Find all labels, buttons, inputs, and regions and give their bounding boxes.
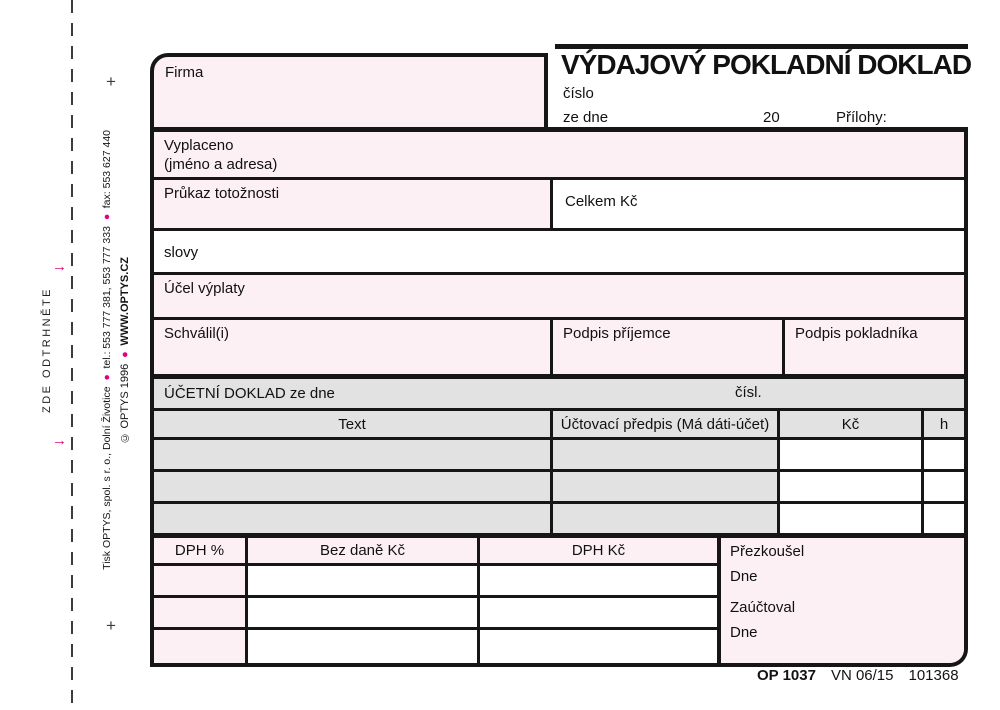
col-header-text: Text [154, 411, 553, 437]
h-cell[interactable] [924, 440, 964, 469]
dph-kc-cell[interactable] [480, 566, 717, 595]
bez-dane-cell[interactable] [248, 630, 480, 663]
slovy-label: slovy [164, 244, 199, 261]
bullet-icon: ● [101, 211, 113, 224]
dph-table-row [154, 598, 717, 630]
print-codes [757, 667, 959, 684]
dph-table-row [154, 566, 717, 598]
tear-label: ZDE ODTRHNĚTE [41, 287, 53, 413]
form-body [150, 127, 968, 667]
dph-pct-cell[interactable] [154, 566, 248, 595]
h-cell[interactable] [924, 472, 964, 501]
dph-pct-cell[interactable] [154, 630, 248, 663]
tear-dashed-line [71, 0, 73, 710]
text-cell[interactable] [154, 472, 553, 501]
zauctoval-label: Zaúčtoval [730, 599, 796, 616]
kc-cell[interactable] [780, 440, 924, 469]
printer-tel: tel.: 553 777 381, 553 777 333 [101, 226, 113, 369]
col-header-predpis: Účtovací předpis (Má dáti-účet) [553, 411, 780, 437]
vyplaceno-field[interactable] [154, 132, 964, 180]
title-block [555, 44, 972, 127]
vyplaceno-label: Vyplaceno [164, 137, 234, 154]
col-header-dph-kc: DPH Kč [480, 538, 717, 563]
accounting-table-row [154, 504, 964, 538]
cisl-label: čísl. [735, 384, 762, 401]
col-header-kc: Kč [780, 411, 924, 437]
col-header-h: h [924, 411, 964, 437]
ucetni-doklad-label: ÚČETNÍ DOKLAD ze dne [164, 385, 335, 402]
kc-cell[interactable] [780, 504, 924, 533]
dph-pct-cell[interactable] [154, 598, 248, 627]
print-run-number: 101368 [908, 667, 959, 684]
copyright-text: © OPTYS 1996 [119, 363, 131, 444]
tear-arrow-icon: → [52, 432, 67, 449]
vyplaceno-sub-label: (jméno a adresa) [164, 156, 278, 173]
celkem-field[interactable] [553, 180, 964, 228]
text-cell[interactable] [154, 504, 553, 533]
dne-label: Dne [730, 624, 758, 641]
dph-table [154, 538, 721, 663]
podpis-pokladnika-field[interactable] [785, 320, 964, 374]
accounting-table-row [154, 472, 964, 504]
ucel-vyplaty-label: Účel výplaty [164, 280, 245, 297]
registration-plus-icon: + [106, 616, 116, 635]
predpis-cell[interactable] [553, 472, 780, 501]
tear-label-wrap [36, 268, 58, 432]
bez-dane-cell[interactable] [248, 566, 480, 595]
dph-kc-cell[interactable] [480, 598, 717, 627]
ucel-vyplaty-field[interactable] [154, 275, 964, 320]
kc-cell[interactable] [780, 472, 924, 501]
dph-column-headers [154, 538, 717, 566]
year-prefix: 20 [763, 109, 780, 126]
printer-name: Tisk OPTYS, spol. s r. o., Dolní Životice [101, 386, 113, 570]
dne-label: Dne [730, 568, 758, 585]
firma-field[interactable] [150, 53, 548, 131]
bez-dane-cell[interactable] [248, 598, 480, 627]
copyright-line [116, 85, 134, 615]
document-title: VÝDAJOVÝ POKLADNÍ DOKLAD [561, 49, 972, 80]
registration-plus-icon: + [106, 72, 116, 91]
bullet-icon: ● [119, 348, 131, 361]
cislo-label: číslo [563, 85, 594, 102]
predpis-cell[interactable] [553, 504, 780, 533]
edition-code: VN 06/15 [830, 667, 894, 684]
bullet-icon: ● [101, 371, 113, 384]
celkem-label: Celkem Kč [565, 193, 638, 210]
col-header-bez-dane: Bez daně Kč [248, 538, 480, 563]
dph-kc-cell[interactable] [480, 630, 717, 663]
accounting-column-headers [154, 411, 964, 440]
text-cell[interactable] [154, 440, 553, 469]
dph-table-row [154, 630, 717, 663]
prukaz-label: Průkaz totožnosti [164, 185, 280, 202]
website-text: WWW.OPTYS.CZ [119, 256, 131, 346]
h-cell[interactable] [924, 504, 964, 533]
verification-panel[interactable] [721, 538, 964, 663]
firma-label: Firma [165, 64, 204, 81]
slovy-field[interactable] [154, 231, 964, 275]
prukaz-field[interactable] [154, 180, 553, 228]
schvalil-label: Schválil(i) [164, 325, 230, 342]
tear-arrow-icon: → [52, 258, 67, 275]
ucetni-doklad-header [154, 379, 964, 411]
printer-fax: fax: 553 627 440 [101, 130, 113, 209]
prezkousel-label: Přezkoušel [730, 543, 805, 560]
podpis-prijemce-field[interactable] [553, 320, 785, 374]
predpis-cell[interactable] [553, 440, 780, 469]
dph-section [154, 538, 964, 663]
printer-credit-line [98, 85, 116, 615]
form-code: OP 1037 [757, 667, 816, 684]
prilohy-label: Přílohy: [836, 109, 887, 126]
podpis-pokladnika-label: Podpis pokladníka [795, 325, 918, 342]
podpis-prijemce-label: Podpis příjemce [563, 325, 671, 342]
accounting-table-row [154, 440, 964, 472]
ze-dne-label: ze dne [563, 109, 609, 126]
col-header-dph-pct: DPH % [154, 538, 248, 563]
schvalil-field[interactable] [154, 320, 553, 374]
